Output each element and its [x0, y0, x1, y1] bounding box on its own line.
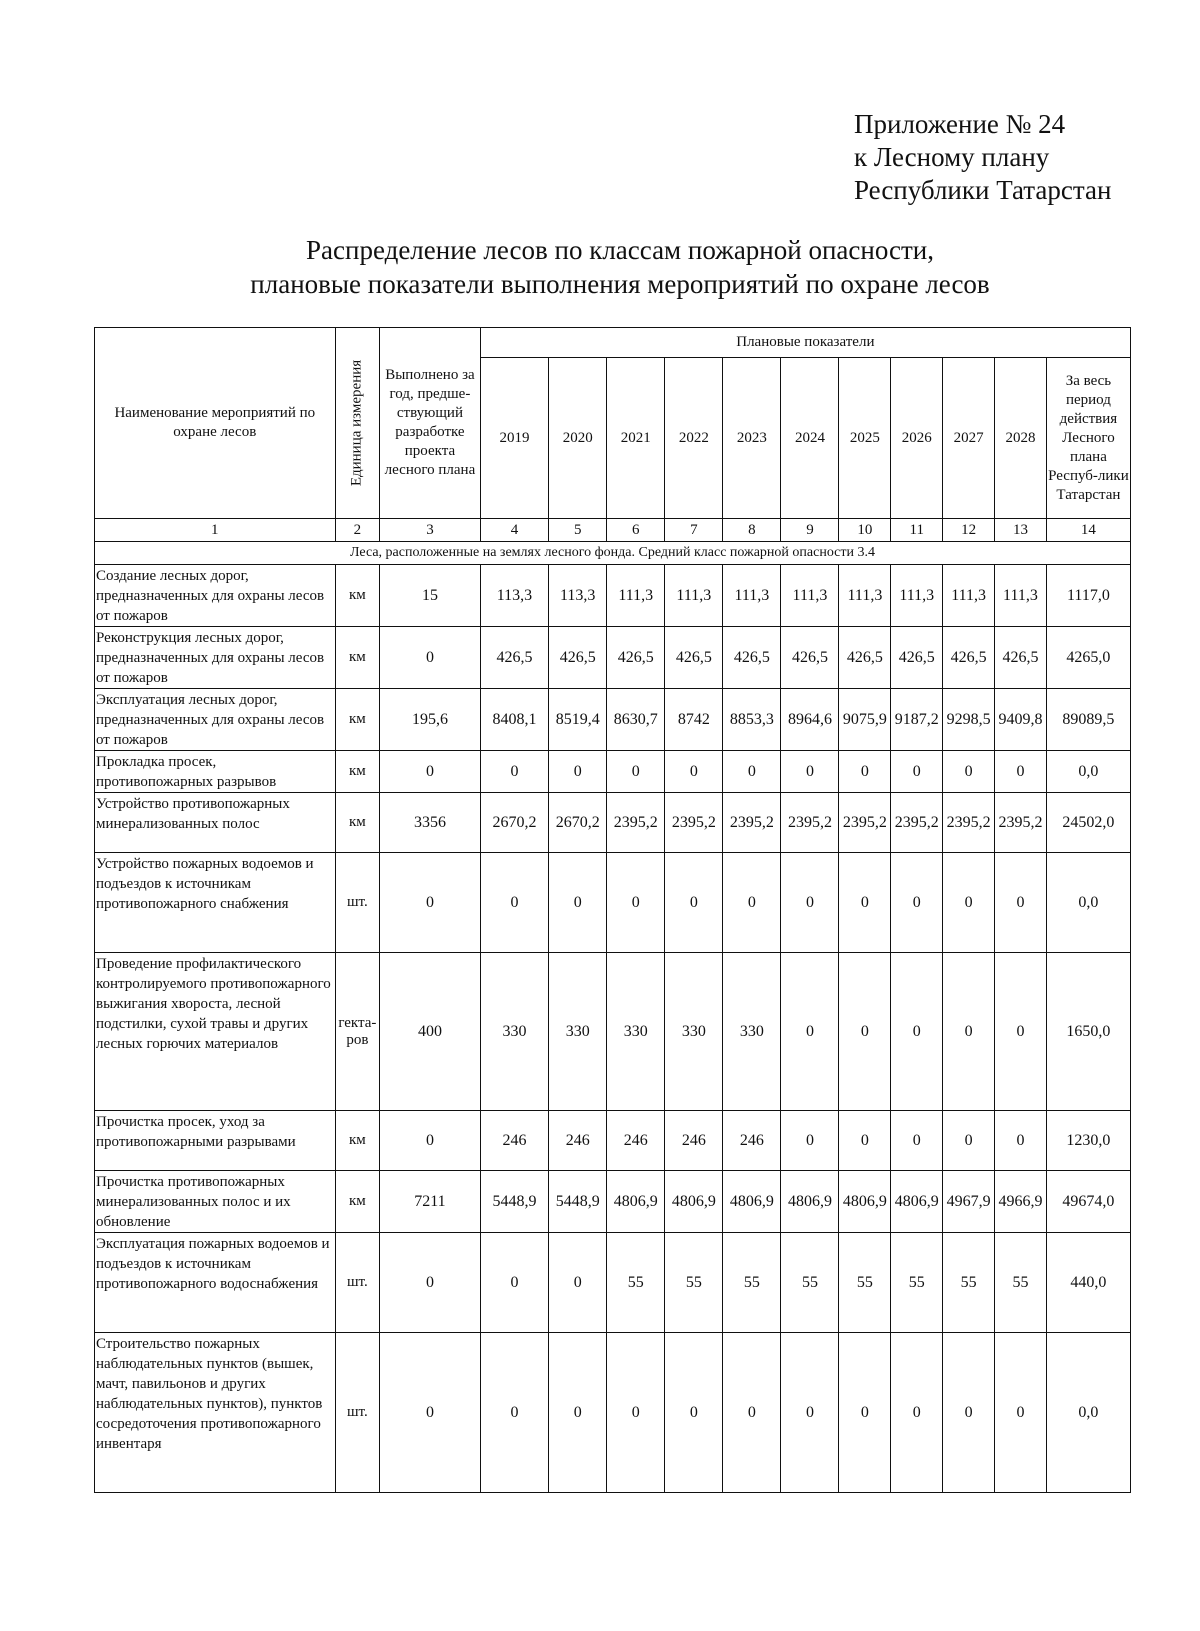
table-row: [95, 689, 1131, 751]
column-number: 4: [480, 519, 548, 542]
year-value-cell: 8853,3: [723, 689, 781, 751]
header-year: 2020: [549, 358, 607, 519]
year-value-cell: 9409,8: [995, 689, 1047, 751]
year-value-cell: 113,3: [549, 565, 607, 627]
year-value-cell: 0: [839, 751, 891, 793]
year-value-cell: 0: [480, 853, 548, 953]
year-value-cell: 0: [549, 1333, 607, 1493]
year-value-cell: 0: [781, 953, 839, 1111]
year-value-cell: 9187,2: [891, 689, 943, 751]
activity-name: Устройство пожарных водоемов и подъездов к источникам противопожарного снабжения: [95, 853, 336, 953]
year-value-cell: 2670,2: [480, 793, 548, 853]
section-row: [95, 542, 1131, 565]
table-row: [95, 1233, 1131, 1333]
year-value-cell: 426,5: [665, 627, 723, 689]
year-value-cell: 0: [607, 751, 665, 793]
year-value-cell: 0: [665, 1333, 723, 1493]
year-value-cell: 8742: [665, 689, 723, 751]
year-value-cell: 55: [781, 1233, 839, 1333]
unit-cell: шт.: [335, 853, 380, 953]
activity-name: Устройство противопожарных минерализованных полос: [95, 793, 336, 853]
column-number: 8: [723, 519, 781, 542]
column-number: 9: [781, 519, 839, 542]
year-value-cell: 0: [839, 853, 891, 953]
column-number: 2: [335, 519, 380, 542]
table-row: [95, 1111, 1131, 1171]
unit-cell: км: [335, 1171, 380, 1233]
year-value-cell: 55: [839, 1233, 891, 1333]
column-numbers-row: [95, 519, 1131, 542]
year-value-cell: 2395,2: [943, 793, 995, 853]
done-cell: 0: [380, 751, 481, 793]
year-value-cell: 111,3: [781, 565, 839, 627]
table-row: [95, 793, 1131, 853]
year-value-cell: 0: [665, 751, 723, 793]
year-value-cell: 111,3: [943, 565, 995, 627]
title-line-2: плановые показатели выполнения мероприятий по охране лесов: [250, 269, 990, 299]
done-cell: 15: [380, 565, 481, 627]
activity-name: Прочистка просек, уход за противопожарными разрывами: [95, 1111, 336, 1171]
year-value-cell: 0: [607, 1333, 665, 1493]
table-body: [95, 519, 1131, 1493]
year-value-cell: 4806,9: [839, 1171, 891, 1233]
column-number: 12: [943, 519, 995, 542]
unit-cell: км: [335, 751, 380, 793]
table-row: [95, 565, 1131, 627]
year-value-cell: 2395,2: [891, 793, 943, 853]
done-cell: 7211: [380, 1171, 481, 1233]
header-name: Наименование мероприятий по охране лесов: [95, 328, 336, 519]
column-number: 13: [995, 519, 1047, 542]
year-value-cell: 111,3: [665, 565, 723, 627]
document-title: [0, 233, 1200, 301]
year-value-cell: 0: [781, 853, 839, 953]
year-value-cell: 0: [943, 1333, 995, 1493]
year-value-cell: 0: [995, 953, 1047, 1111]
year-value-cell: 0: [781, 1333, 839, 1493]
activity-name: Эксплуатация лесных дорог, предназначенных для охраны лесов от пожаров: [95, 689, 336, 751]
year-value-cell: 0: [943, 751, 995, 793]
unit-cell: гекта-ров: [335, 953, 380, 1111]
year-value-cell: 4806,9: [665, 1171, 723, 1233]
done-cell: 0: [380, 1333, 481, 1493]
unit-cell: шт.: [335, 1333, 380, 1493]
year-value-cell: 111,3: [723, 565, 781, 627]
year-value-cell: 0: [839, 1111, 891, 1171]
year-value-cell: 0: [995, 1111, 1047, 1171]
year-value-cell: 5448,9: [549, 1171, 607, 1233]
year-value-cell: 9298,5: [943, 689, 995, 751]
year-value-cell: 0: [839, 1333, 891, 1493]
activity-name: Реконструкция лесных дорог, предназначенных для охраны лесов от пожаров: [95, 627, 336, 689]
year-value-cell: 246: [607, 1111, 665, 1171]
header-year: 2021: [607, 358, 665, 519]
header-year: 2024: [781, 358, 839, 519]
year-value-cell: 426,5: [943, 627, 995, 689]
header-unit: [335, 328, 380, 519]
table-row: [95, 1171, 1131, 1233]
year-value-cell: 8964,6: [781, 689, 839, 751]
year-value-cell: 0: [480, 1333, 548, 1493]
total-cell: 24502,0: [1046, 793, 1130, 853]
unit-cell: км: [335, 565, 380, 627]
year-value-cell: 4806,9: [607, 1171, 665, 1233]
appendix-line-3: Республики Татарстан: [854, 175, 1112, 205]
year-value-cell: 0: [943, 1111, 995, 1171]
total-cell: 440,0: [1046, 1233, 1130, 1333]
year-value-cell: 0: [480, 751, 548, 793]
year-value-cell: 426,5: [781, 627, 839, 689]
year-value-cell: 2395,2: [781, 793, 839, 853]
year-value-cell: 0: [480, 1233, 548, 1333]
activity-name: Проведение профилактического контролируемого противопожарного выжигания хвороста, лесной подстилки, сухой травы и других лесных горючих материалов: [95, 953, 336, 1111]
year-value-cell: 246: [480, 1111, 548, 1171]
year-value-cell: 8519,4: [549, 689, 607, 751]
year-value-cell: 2395,2: [665, 793, 723, 853]
table-row: [95, 953, 1131, 1111]
year-value-cell: 2395,2: [607, 793, 665, 853]
header-year: 2019: [480, 358, 548, 519]
column-number: 5: [549, 519, 607, 542]
year-value-cell: 0: [995, 1333, 1047, 1493]
year-value-cell: 55: [995, 1233, 1047, 1333]
year-value-cell: 426,5: [995, 627, 1047, 689]
activity-name: Создание лесных дорог, предназначенных для охраны лесов от пожаров: [95, 565, 336, 627]
done-cell: 0: [380, 627, 481, 689]
year-value-cell: 0: [723, 1333, 781, 1493]
year-value-cell: 0: [723, 751, 781, 793]
year-value-cell: 8630,7: [607, 689, 665, 751]
year-value-cell: 0: [839, 953, 891, 1111]
done-cell: 0: [380, 1111, 481, 1171]
year-value-cell: 330: [480, 953, 548, 1111]
done-cell: 0: [380, 1233, 481, 1333]
year-value-cell: 0: [891, 853, 943, 953]
year-value-cell: 0: [891, 1111, 943, 1171]
total-cell: 1650,0: [1046, 953, 1130, 1111]
year-value-cell: 0: [665, 853, 723, 953]
table-row: [95, 853, 1131, 953]
unit-cell: км: [335, 1111, 380, 1171]
table-row: [95, 627, 1131, 689]
total-cell: 0,0: [1046, 853, 1130, 953]
year-value-cell: 111,3: [839, 565, 891, 627]
header-unit-label: Единица измерения: [348, 359, 365, 487]
activity-name: Эксплуатация пожарных водоемов и подъездов к источникам противопожарного водоснабжения: [95, 1233, 336, 1333]
year-value-cell: 2395,2: [995, 793, 1047, 853]
done-cell: 0: [380, 853, 481, 953]
year-value-cell: 5448,9: [480, 1171, 548, 1233]
year-value-cell: 4967,9: [943, 1171, 995, 1233]
year-value-cell: 0: [943, 853, 995, 953]
year-value-cell: 0: [943, 953, 995, 1111]
year-value-cell: 55: [891, 1233, 943, 1333]
total-cell: 4265,0: [1046, 627, 1130, 689]
done-cell: 195,6: [380, 689, 481, 751]
year-value-cell: 111,3: [607, 565, 665, 627]
section-title: Леса, расположенные на землях лесного фонда. Средний класс пожарной опасности 3.4: [95, 542, 1131, 565]
year-value-cell: 0: [891, 953, 943, 1111]
total-cell: 1230,0: [1046, 1111, 1130, 1171]
title-line-1: Распределение лесов по классам пожарной опасности,: [306, 235, 934, 265]
column-number: 10: [839, 519, 891, 542]
year-value-cell: 9075,9: [839, 689, 891, 751]
header-year: 2023: [723, 358, 781, 519]
year-value-cell: 0: [781, 1111, 839, 1171]
header-year: 2028: [995, 358, 1047, 519]
year-value-cell: 111,3: [891, 565, 943, 627]
year-value-cell: 330: [607, 953, 665, 1111]
header-planned: Плановые показатели: [480, 328, 1130, 358]
year-value-cell: 2395,2: [839, 793, 891, 853]
table-row: [95, 1333, 1131, 1493]
total-cell: 49674,0: [1046, 1171, 1130, 1233]
header-year: 2027: [943, 358, 995, 519]
year-value-cell: 55: [723, 1233, 781, 1333]
total-cell: 89089,5: [1046, 689, 1130, 751]
header-done: Выполнено за год, предше-ствующий разработке проекта лесного плана: [380, 328, 481, 519]
year-value-cell: 4966,9: [995, 1171, 1047, 1233]
activity-name: Строительство пожарных наблюдательных пунктов (вышек, мачт, павильонов и других наблюдательных пунктов), пунктов сосредоточения противопожарного инвентаря: [95, 1333, 336, 1493]
year-value-cell: 426,5: [607, 627, 665, 689]
header-year: 2022: [665, 358, 723, 519]
year-value-cell: 0: [891, 1333, 943, 1493]
year-value-cell: 2395,2: [723, 793, 781, 853]
year-value-cell: 426,5: [723, 627, 781, 689]
column-number: 14: [1046, 519, 1130, 542]
year-value-cell: 4806,9: [723, 1171, 781, 1233]
year-value-cell: 0: [549, 1233, 607, 1333]
year-value-cell: 0: [995, 853, 1047, 953]
column-number: 7: [665, 519, 723, 542]
year-value-cell: 330: [665, 953, 723, 1111]
header-year: 2025: [839, 358, 891, 519]
appendix-note: [854, 108, 1111, 207]
unit-cell: км: [335, 627, 380, 689]
done-cell: 400: [380, 953, 481, 1111]
done-cell: 3356: [380, 793, 481, 853]
year-value-cell: 4806,9: [781, 1171, 839, 1233]
column-number: 11: [891, 519, 943, 542]
year-value-cell: 330: [549, 953, 607, 1111]
unit-cell: шт.: [335, 1233, 380, 1333]
year-value-cell: 246: [665, 1111, 723, 1171]
year-value-cell: 55: [607, 1233, 665, 1333]
year-value-cell: 8408,1: [480, 689, 548, 751]
year-value-cell: 0: [781, 751, 839, 793]
header-total: За весь период действия Лесного плана Респуб-лики Татарстан: [1046, 358, 1130, 519]
header-year: 2026: [891, 358, 943, 519]
year-value-cell: 55: [665, 1233, 723, 1333]
activity-name: Прочистка противопожарных минерализованных полос и их обновление: [95, 1171, 336, 1233]
year-value-cell: 426,5: [480, 627, 548, 689]
year-value-cell: 246: [723, 1111, 781, 1171]
year-value-cell: 113,3: [480, 565, 548, 627]
total-cell: 0,0: [1046, 1333, 1130, 1493]
year-value-cell: 0: [723, 853, 781, 953]
column-number: 1: [95, 519, 336, 542]
year-value-cell: 330: [723, 953, 781, 1111]
activity-name: Прокладка просек, противопожарных разрывов: [95, 751, 336, 793]
year-value-cell: 426,5: [549, 627, 607, 689]
column-number: 3: [380, 519, 481, 542]
year-value-cell: 246: [549, 1111, 607, 1171]
year-value-cell: 426,5: [891, 627, 943, 689]
year-value-cell: 55: [943, 1233, 995, 1333]
year-value-cell: 0: [549, 853, 607, 953]
year-value-cell: 4806,9: [891, 1171, 943, 1233]
year-value-cell: 0: [607, 853, 665, 953]
year-value-cell: 0: [891, 751, 943, 793]
appendix-line-2: к Лесному плану: [854, 142, 1050, 172]
year-value-cell: 0: [995, 751, 1047, 793]
unit-cell: км: [335, 689, 380, 751]
year-value-cell: 0: [549, 751, 607, 793]
unit-cell: км: [335, 793, 380, 853]
year-value-cell: 111,3: [995, 565, 1047, 627]
year-value-cell: 2670,2: [549, 793, 607, 853]
total-cell: 1117,0: [1046, 565, 1130, 627]
total-cell: 0,0: [1046, 751, 1130, 793]
appendix-line-1: Приложение № 24: [854, 109, 1066, 139]
year-value-cell: 426,5: [839, 627, 891, 689]
fire-protection-table: [94, 327, 1131, 1493]
column-number: 6: [607, 519, 665, 542]
table-row: [95, 751, 1131, 793]
